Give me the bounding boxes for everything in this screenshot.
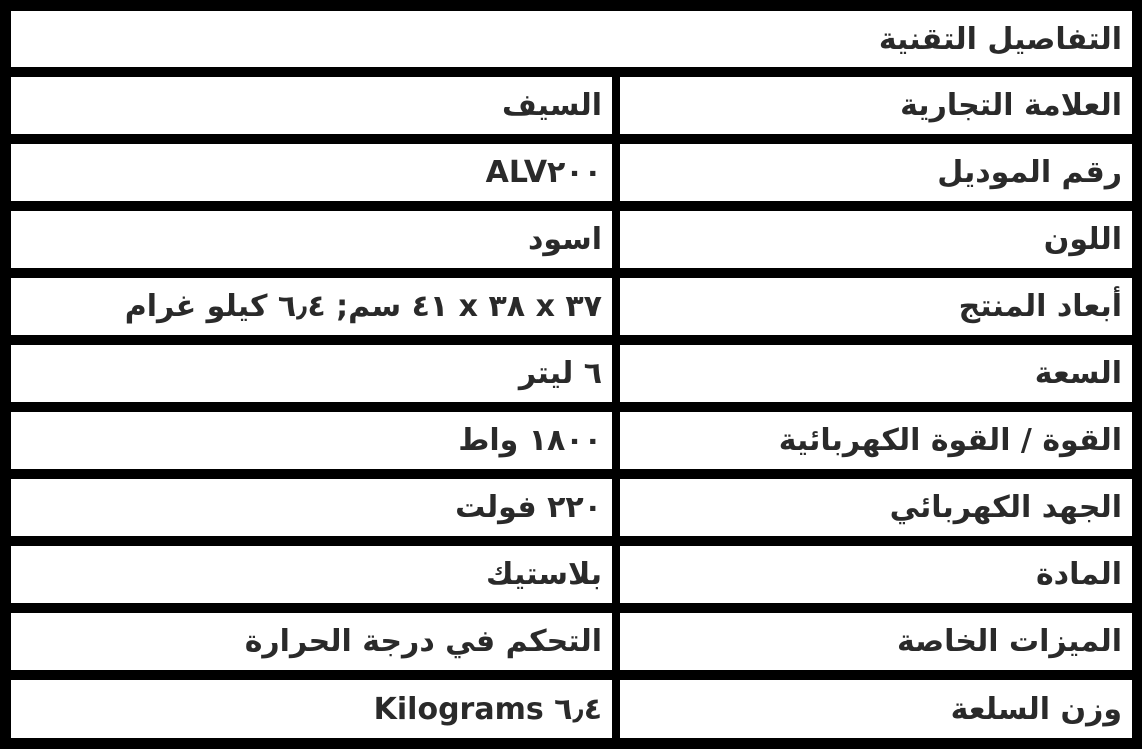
label-material: المادة <box>620 546 1132 603</box>
label-item-weight: وزن السلعة <box>620 680 1132 738</box>
value-voltage: ٢٢٠ فولت <box>11 479 612 536</box>
label-voltage: الجهد الكهربائي <box>620 479 1132 536</box>
value-special-features: التحكم في درجة الحرارة <box>11 613 612 670</box>
label-product-dimensions: أبعاد المنتج <box>620 278 1132 335</box>
label-special-features: الميزات الخاصة <box>620 613 1132 670</box>
value-material: بلاستيك <box>11 546 612 603</box>
value-item-weight: ٦٫٤ Kilograms <box>11 680 612 738</box>
table-title: التفاصيل التقنية <box>11 11 1132 67</box>
value-power-wattage: ١٨٠٠ واط <box>11 412 612 469</box>
value-capacity: ٦ ليتر <box>11 345 612 402</box>
label-model-number: رقم الموديل <box>620 144 1132 201</box>
label-color: اللون <box>620 211 1132 268</box>
label-brand: العلامة التجارية <box>620 77 1132 134</box>
label-capacity: السعة <box>620 345 1132 402</box>
value-color: اسود <box>11 211 612 268</box>
value-brand: السيف <box>11 77 612 134</box>
value-product-dimensions: ٣٧ x ٣٨ x ٤١ سم; ٦٫٤ كيلو غرام <box>11 278 612 335</box>
value-model-number: ALV٢٠٠ <box>11 144 612 201</box>
label-power-wattage: القوة / القوة الكهربائية <box>620 412 1132 469</box>
